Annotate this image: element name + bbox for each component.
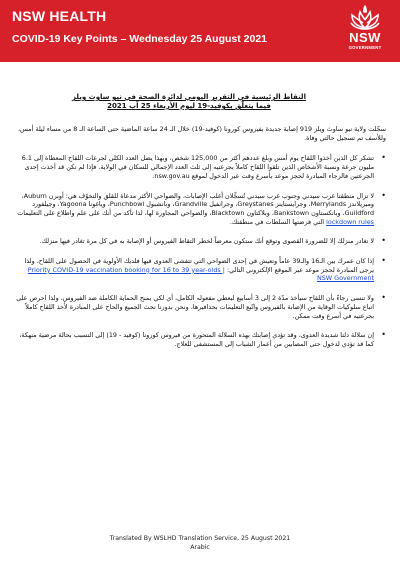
key-points-list <box>12 154 386 348</box>
logo-nsw-text: NSW <box>349 30 381 45</box>
title-line-2: فيما يتعلّق بكوفيد-19 ليوم الأربعاء 25 آب 2021 <box>107 102 271 110</box>
bullet-priority-booking <box>12 257 386 283</box>
bullet-stay-home: • لا تغادر منزلك إلا للضرورة القصوى وتوقع أنك ستكون معرضاً لخطر التقاط الفيروس أو الإصابة به في كل مرة تغادر فيها منزلك. <box>12 237 386 246</box>
lockdown-rules-link[interactable]: lockdown rules <box>326 217 374 226</box>
logo-government-text: GOVERNMENT <box>348 45 382 50</box>
bullet-suburbs-text: لا تزال منطقتا غرب سيدني وجنوب غرب سيدني تُسجِّلان أغلب الإصابات، والضواحي الأكثر مدعاة للقلق والتخوّف هي: أوبرن Auburn، وميريلاندز Merrylands، وجرايستاينز Greystanes، وجرانفيل Grandville، وبانشبول Punchbowl، وياغونا Yagoona، وجيلفورد Guildford، وبانكستاون Bankstown، وبلاكتاون Blacktown، والضواحي المجاورة لها، لذا تأكد من أنك على علم واطلاع على التعليمات <box>17 191 374 217</box>
header-subtitle: COVID-19 Key Points – Wednesday 25 August 2021 <box>12 33 268 45</box>
waratah-flower-icon <box>338 4 392 32</box>
bullet-full-protection: • ولا تنسى رجاءً بأن اللقاح سيأخذ مدّة 2 إلى 3 أسابيع ليعطي مفعوله الكامل، أي لكي يمنح الحماية الكاملة ضد الفيروس، ولذا احرص على اتباع سلوكيات الوقاية من الإصابة بالفيروس واتّبع التعليمات بحذافيرها، ونحن بدورنا نحث الجميع والحاح على المبادرة لأخذ اللقاح كاملاً بجرعتيه في أسرع وقت ممكن. <box>12 294 386 320</box>
title-line-1: النقاط الرئيسية في التقرير اليومي لدائرة الصحة في نيو ساوث ويلز <box>72 93 306 101</box>
bullet-suburbs-end: التي فرضتها السلطات في منطقتك. <box>229 217 325 226</box>
header-banner <box>0 0 400 62</box>
bullet-vaccination-thanks: • تشكر كل الذين أخذوا اللقاح يوم أمس وبلغ عددهم أكثر من 125,000 شخص، وبهذا يصل العدد الكلي لجرعات اللقاح المعطاة إلى 6.1 مليون جرعة ونسبة الأشخاص الذين تلقوا اللقاح كاملاً بجرعتيه إلى ثلث العدد الإجمالي للسكان في الولاية. فإذا لم تكن قد أخذت إحدى الجرعتين فالرجاء المبادرة لحجز موعد بأسرع وقت عبر الدخول لموقع nsw.gov.au. <box>12 154 386 180</box>
arabic-content <box>12 93 386 360</box>
bullet-priority-text: إذا كان عمرك بين الـ16 والـ39 عاماً وتعيش في إحدى الضواحي التي تتفشى العدوى فيها فلديك الأولوية في الحصول على اللقاح، ولذا يرجى المبادرة لحجز موعد عبر الموقع الإلكتروني التالي: <box>24 257 374 274</box>
footer-language: Arabic <box>190 544 210 551</box>
priority-booking-link[interactable]: Priority COVID-19 vaccination booking for 16 to 39 year-olds | NSW Government <box>27 265 374 283</box>
footer-translation-credit: Translated By WSLHD Translation Service, 25 August 2021 <box>109 535 291 542</box>
nsw-government-logo <box>338 4 392 58</box>
document-title <box>12 93 386 111</box>
intro-paragraph: سجّلت ولاية نيو ساوث ويلز 919 إصابة جديدة بفيروس كورونا (كوفيد-19) خلال الـ 24 ساعة الماضية حتى الساعة الـ 8 من مساء ليلة أمس، وللأسف تم تسجيل حالتي وفاة. <box>17 125 386 142</box>
bullet-suburbs-of-concern <box>12 192 386 227</box>
header-title: NSW HEALTH <box>12 8 107 24</box>
bullet-delta-variant: • إن سلالة دلتا شديدة العدوى، وقد تؤدي إصابتك بهذه السلالة المتحورة من فيروس كورونا (كوفيد - 19) إلى التسبب بحالة مرضية منهكة، كما قد تؤدي لدخول حتى المصابين من أعمار الشباب إلى المستشفى للعلاج. <box>12 331 386 348</box>
